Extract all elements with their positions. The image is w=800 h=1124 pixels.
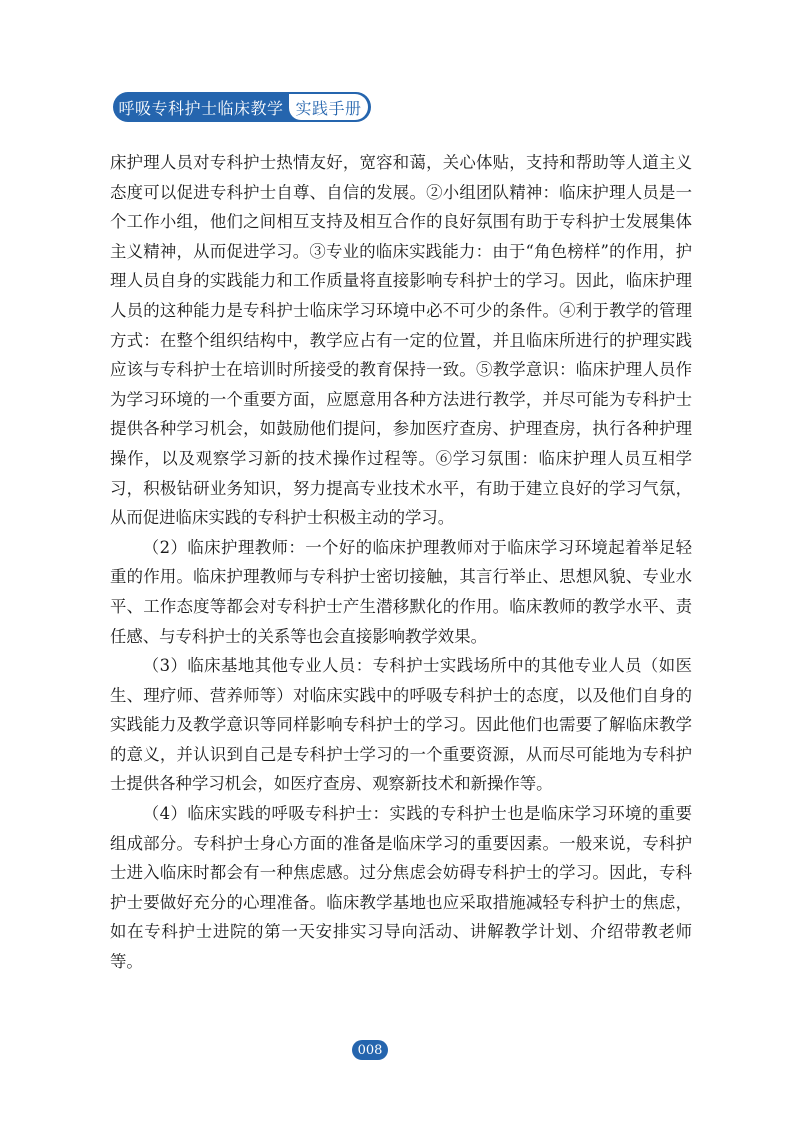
paragraph-clinical-teacher: （2）临床护理教师：一个好的临床护理教师对于临床学习环境起着举足轻重的作用。临床护理教师与专科护士密切接触，其言行举止、思想风貌、专业水平、工作态度等都会对专科护士产生潜移默化的作用。临床教师的教学水平、责任感、与专科护士的关系等也会直接影响教学效果。 <box>110 537 692 646</box>
book-header-tag <box>113 92 371 122</box>
book-subtitle: 实践手册 <box>289 94 368 120</box>
paragraph-specialist-nurse: （4）临床实践的呼吸专科护士：实践的专科护士也是临床学习环境的重要组成部分。专科护士身心方面的准备是临床学习的重要因素。一般来说，专科护士进入临床时都会有一种焦虑感。过分焦虑会妨碍专科护士的学习。因此，专科护士要做好充分的心理准备。临床教学基地也应采取措施减轻专科护士的焦虑，如在专科护士进院的第一天安排实习导向活动、讲解教学计划、介绍带教老师等。 <box>110 804 692 972</box>
paragraph-continuation: 床护理人员对专科护士热情友好，宽容和蔼，关心体贴，支持和帮助等人道主义态度可以促进专科护士自尊、自信的发展。②小组团队精神：临床护理人员是一个工作小组，他们之间相互支持及相互合作的良好氛围有助于专科护士发展集体主义精神，从而促进学习。③专业的临床实践能力：由于“角色榜样”的作用，护理人员自身的实践能力和工作质量将直接影响专科护士的学习。因此，临床护理人员的这种能力是专科护士临床学习环境中必不可少的条件。④利于教学的管理方式：在整个组织结构中，教学应占有一定的位置，并且临床所进行的护理实践应该与专科护士在培训时所接受的教育保持一致。⑤教学意识：临床护理人员作为学习环境的一个重要方面，应愿意用各种方法进行教学，并尽可能为专科护士提供各种学习机会，如鼓励他们提问，参加医疗查房、护理查房，执行各种护理操作，以及观察学习新的技术操作过程等。⑥学习氛围：临床护理人员互相学习，积极钻研业务知识，努力提高专业技术水平，有助于建立良好的学习气氛，从而促进临床实践的专科护士积极主动的学习。 <box>110 153 692 528</box>
paragraph-other-professionals: （3）临床基地其他专业人员：专科护士实践场所中的其他专业人员（如医生、理疗师、营养师等）对临床实践中的呼吸专科护士的态度，以及他们自身的实践能力及教学意识等同样影响专科护士的学习。因此他们也需要了解临床教学的意义，并认识到自己是专科护士学习的一个重要资源，从而尽可能地为专科护士提供各种学习机会，如医疗查房、观察新技术和新操作等。 <box>110 656 692 794</box>
page-number: 008 <box>352 1040 388 1060</box>
book-title: 呼吸专科护士临床教学 <box>118 98 284 118</box>
body-text <box>110 148 692 977</box>
